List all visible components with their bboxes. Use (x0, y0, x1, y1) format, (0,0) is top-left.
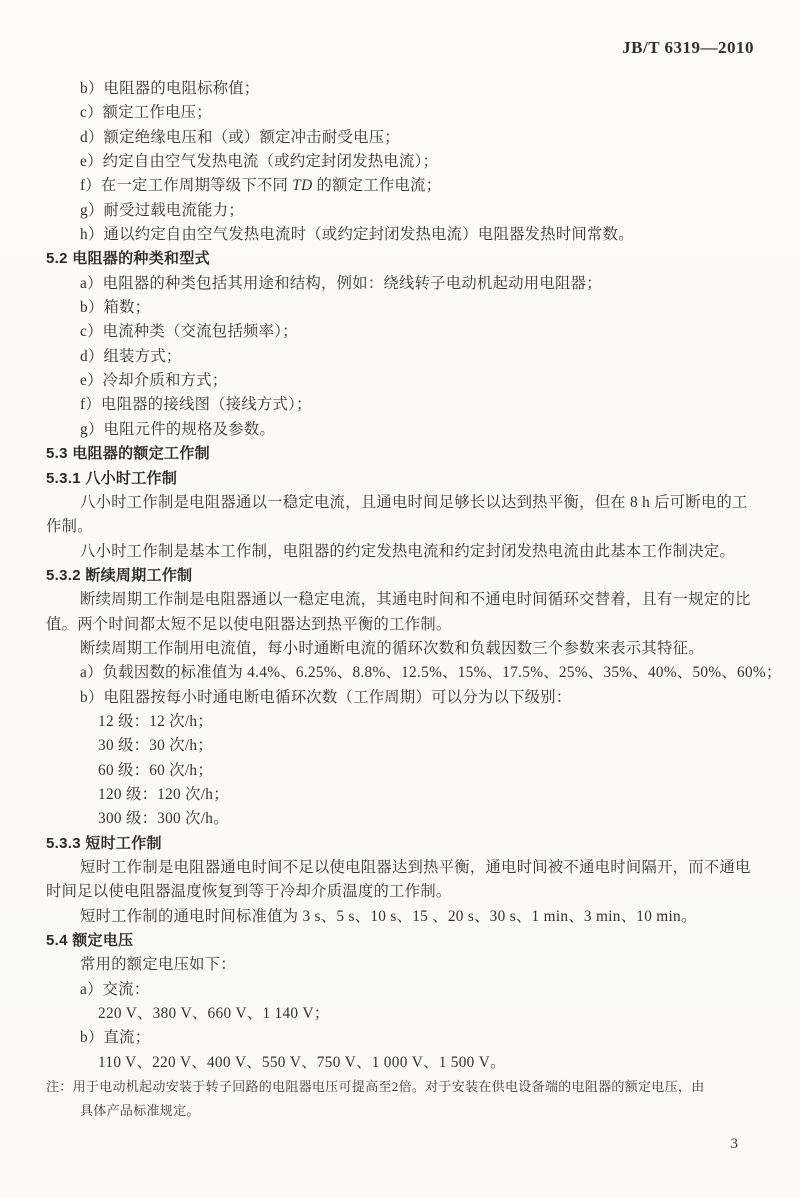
text-line: b）箱数； (80, 299, 151, 317)
text-line: 断续周期工作制是电阻器通以一稳定电流，其通电时间和不通电时间循环交替着，且有一规定的比 (80, 591, 751, 609)
text-line: d）额定绝缘电压和（或）额定冲击耐受电压； (80, 128, 400, 146)
text-line: f）在一定工作周期等级下不同 TD 的额定工作电流； (80, 177, 442, 195)
text-line: 值。两个时间都太短不足以使电阻器达到热平衡的工作制。 (46, 615, 452, 633)
text-line: a）电阻器的种类包括其用途和结构，例如：绕线转子电动机起动用电阻器； (80, 274, 602, 292)
text-line: 时间足以使电阻器温度恢复到等于冷却介质温度的工作制。 (46, 883, 452, 901)
text-line: 120 级：120 次/h； (98, 785, 229, 803)
text-line: c）额定工作电压； (80, 104, 212, 122)
text-line: 60 级：60 次/h； (98, 761, 213, 779)
text-line: a）交流： (80, 980, 150, 998)
text-line: 八小时工作制是电阻器通以一稳定电流，且通电时间足够长以达到热平衡，但在 8 h 后可断电的工 (80, 493, 748, 511)
italic-symbol: TD (292, 177, 313, 195)
text-line: 110 V、220 V、400 V、550 V、750 V、1 000 V、1 500 V。 (98, 1053, 506, 1071)
text-line: 300 级：300 次/h。 (98, 810, 229, 828)
section-heading-line: 5.2 电阻器的种类和型式 (46, 250, 210, 268)
section-heading-line: 5.3 电阻器的额定工作制 (46, 445, 210, 463)
section-heading-line: 5.3.2 断续周期工作制 (46, 566, 193, 584)
text-line: 具体产品标准规定。 (80, 1103, 200, 1119)
text-line: 12 级：12 次/h； (98, 712, 213, 730)
text-line: g）电阻元件的规格及参数。 (80, 420, 276, 438)
section-heading-line: 5.4 额定电压 (46, 932, 134, 950)
text-line: 短时工作制是电阻器通电时间不足以使电阻器达到热平衡，通电时间被不通电时间隔开，而不通电 (80, 859, 751, 876)
text-line: 220 V、380 V、660 V、1 140 V； (98, 1005, 330, 1023)
text-line: 注：用于电动机起动安装于转子回路的电阻器电压可提高至2倍。对于安装在供电设备端的电阻器的额定电压，由 (46, 1079, 705, 1095)
text-line: e）冷却介质和方式； (80, 372, 228, 390)
text-line: 常用的额定电压如下： (80, 956, 236, 974)
section-heading-line: 5.3.3 短时工作制 (46, 834, 162, 852)
text-line: b）直流； (80, 1029, 151, 1047)
text-line: h）通以约定自由空气发热电流时（或约定封闭发热电流）电阻器发热时间常数。 (80, 226, 634, 244)
text-line: g）耐受过载电流能力； (80, 201, 244, 219)
text-line: f）电阻器的接线图（接线方式）； (80, 396, 312, 414)
section-heading-line: 5.3.1 八小时工作制 (46, 469, 178, 487)
text-line: d）组装方式； (80, 347, 182, 365)
text-line: 断续周期工作制用电流值，每小时通断电流的循环次数和负载因数三个参数来表示其特征。 (80, 639, 704, 657)
text-line: 30 级：30 次/h； (98, 737, 213, 755)
text-line: b）电阻器按每小时通电断电循环次数（工作周期）可以分为以下级别： (80, 688, 572, 706)
page-number: 3 (730, 1136, 738, 1152)
text-line: e）约定自由空气发热电流（或约定封闭发热电流）； (80, 153, 439, 171)
standard-number-header: JB/T 6319—2010 (622, 38, 754, 57)
text-line: 八小时工作制是基本工作制，电阻器的约定发热电流和约定封闭发热电流由此基本工作制决定。 (80, 542, 736, 560)
text-line: a）负载因数的标准值为 4.4%、6.25%、8.8%、12.5%、15%、17.5%、25%、35%、40%、50%、60%； (80, 664, 782, 682)
text-line: 短时工作制的通电时间标准值为 3 s、5 s、10 s、15 、20 s、30 s、1 min、3 min、10 min。 (80, 907, 697, 925)
text-line: b）电阻器的电阻标称值； (80, 80, 260, 97)
text-line: 作制。 (46, 518, 93, 536)
document-body (46, 77, 782, 1124)
text-line: c）电流种类（交流包括频率）； (80, 323, 298, 341)
